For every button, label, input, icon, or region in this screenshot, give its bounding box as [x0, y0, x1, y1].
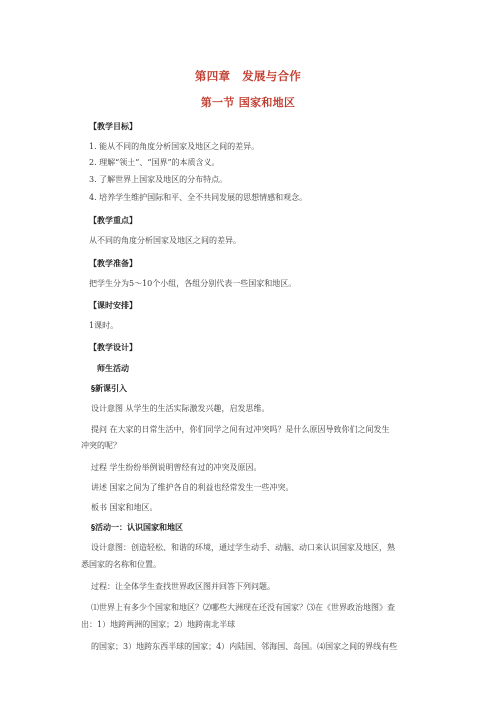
- preparation-heading: 【教学准备】: [89, 259, 137, 268]
- intro-line: 板书 国家和地区。: [91, 503, 158, 512]
- design-heading: 【教学设计】: [89, 343, 137, 352]
- goal-item: 1. 能从不同的角度分析国家及地区之间的差异。: [89, 142, 260, 151]
- goal-item: 4. 培养学生维护国际和平、全不共同发展的思想情感和观念。: [89, 193, 308, 202]
- schedule-text: 1课时。: [89, 321, 119, 330]
- activity-line: 过程：让全体学生查找世界政区图并回答下列问题。: [91, 582, 275, 591]
- intro-line: 提问 在大家的日常生活中，你们同学之间有过冲突吗？是什么原因导致你们之间发生: [91, 425, 390, 434]
- activity-line: 的国家；3）地跨东西半球的国家；4）内陆国、邻海国、岛国。⑷国家之间的界线有些: [91, 642, 398, 651]
- key-points-heading: 【教学重点】: [89, 216, 137, 225]
- intro-heading: §新课引入: [91, 384, 127, 393]
- preparation-text: 把学生分为5～10个小组，各组分别代表一些国家和地区。: [89, 279, 297, 288]
- schedule-heading: 【课时安排】: [89, 301, 137, 310]
- intro-line: 设计意图 从学生的生活实际激发兴趣，启发思维。: [91, 404, 270, 413]
- activity-line: 悉国家的名称和位置。: [81, 560, 161, 569]
- section-title: 第一节 国家和地区: [200, 96, 296, 109]
- key-points-text: 从不同的角度分析国家及地区之间的差异。: [89, 236, 241, 245]
- activity-line: 设计意图：创造轻松、和谐的环境，通过学生动手、动脑、动口来认识国家及地区，熟: [91, 543, 395, 552]
- intro-line: 讲述 国家之间为了维护各自的利益也经常发生一些冲突。: [91, 483, 294, 492]
- goal-item: 2. 理解“领土”、“国界”的本质含义。: [89, 158, 220, 167]
- activity-line: 出：1）地跨两洲的国家；2）地跨南北半球: [81, 620, 236, 629]
- design-subheading: 师生活动: [97, 364, 129, 373]
- goal-item: 3. 了解世界上国家及地区的分布特点。: [89, 175, 228, 184]
- chapter-title: 第四章 发展与合作: [194, 69, 302, 83]
- activity-line: ⑴世界上有多少个国家和地区？⑵哪些大洲现在还没有国家？⑶在《世界政治地图》查: [91, 603, 395, 612]
- intro-line: 冲突的呢？: [81, 441, 121, 450]
- activity-heading: §活动一：认识国家和地区: [91, 523, 183, 532]
- intro-line: 过程 学生纷纷举例说明曾经有过的冲突及原因。: [91, 463, 262, 472]
- goals-heading: 【教学目标】: [89, 122, 137, 131]
